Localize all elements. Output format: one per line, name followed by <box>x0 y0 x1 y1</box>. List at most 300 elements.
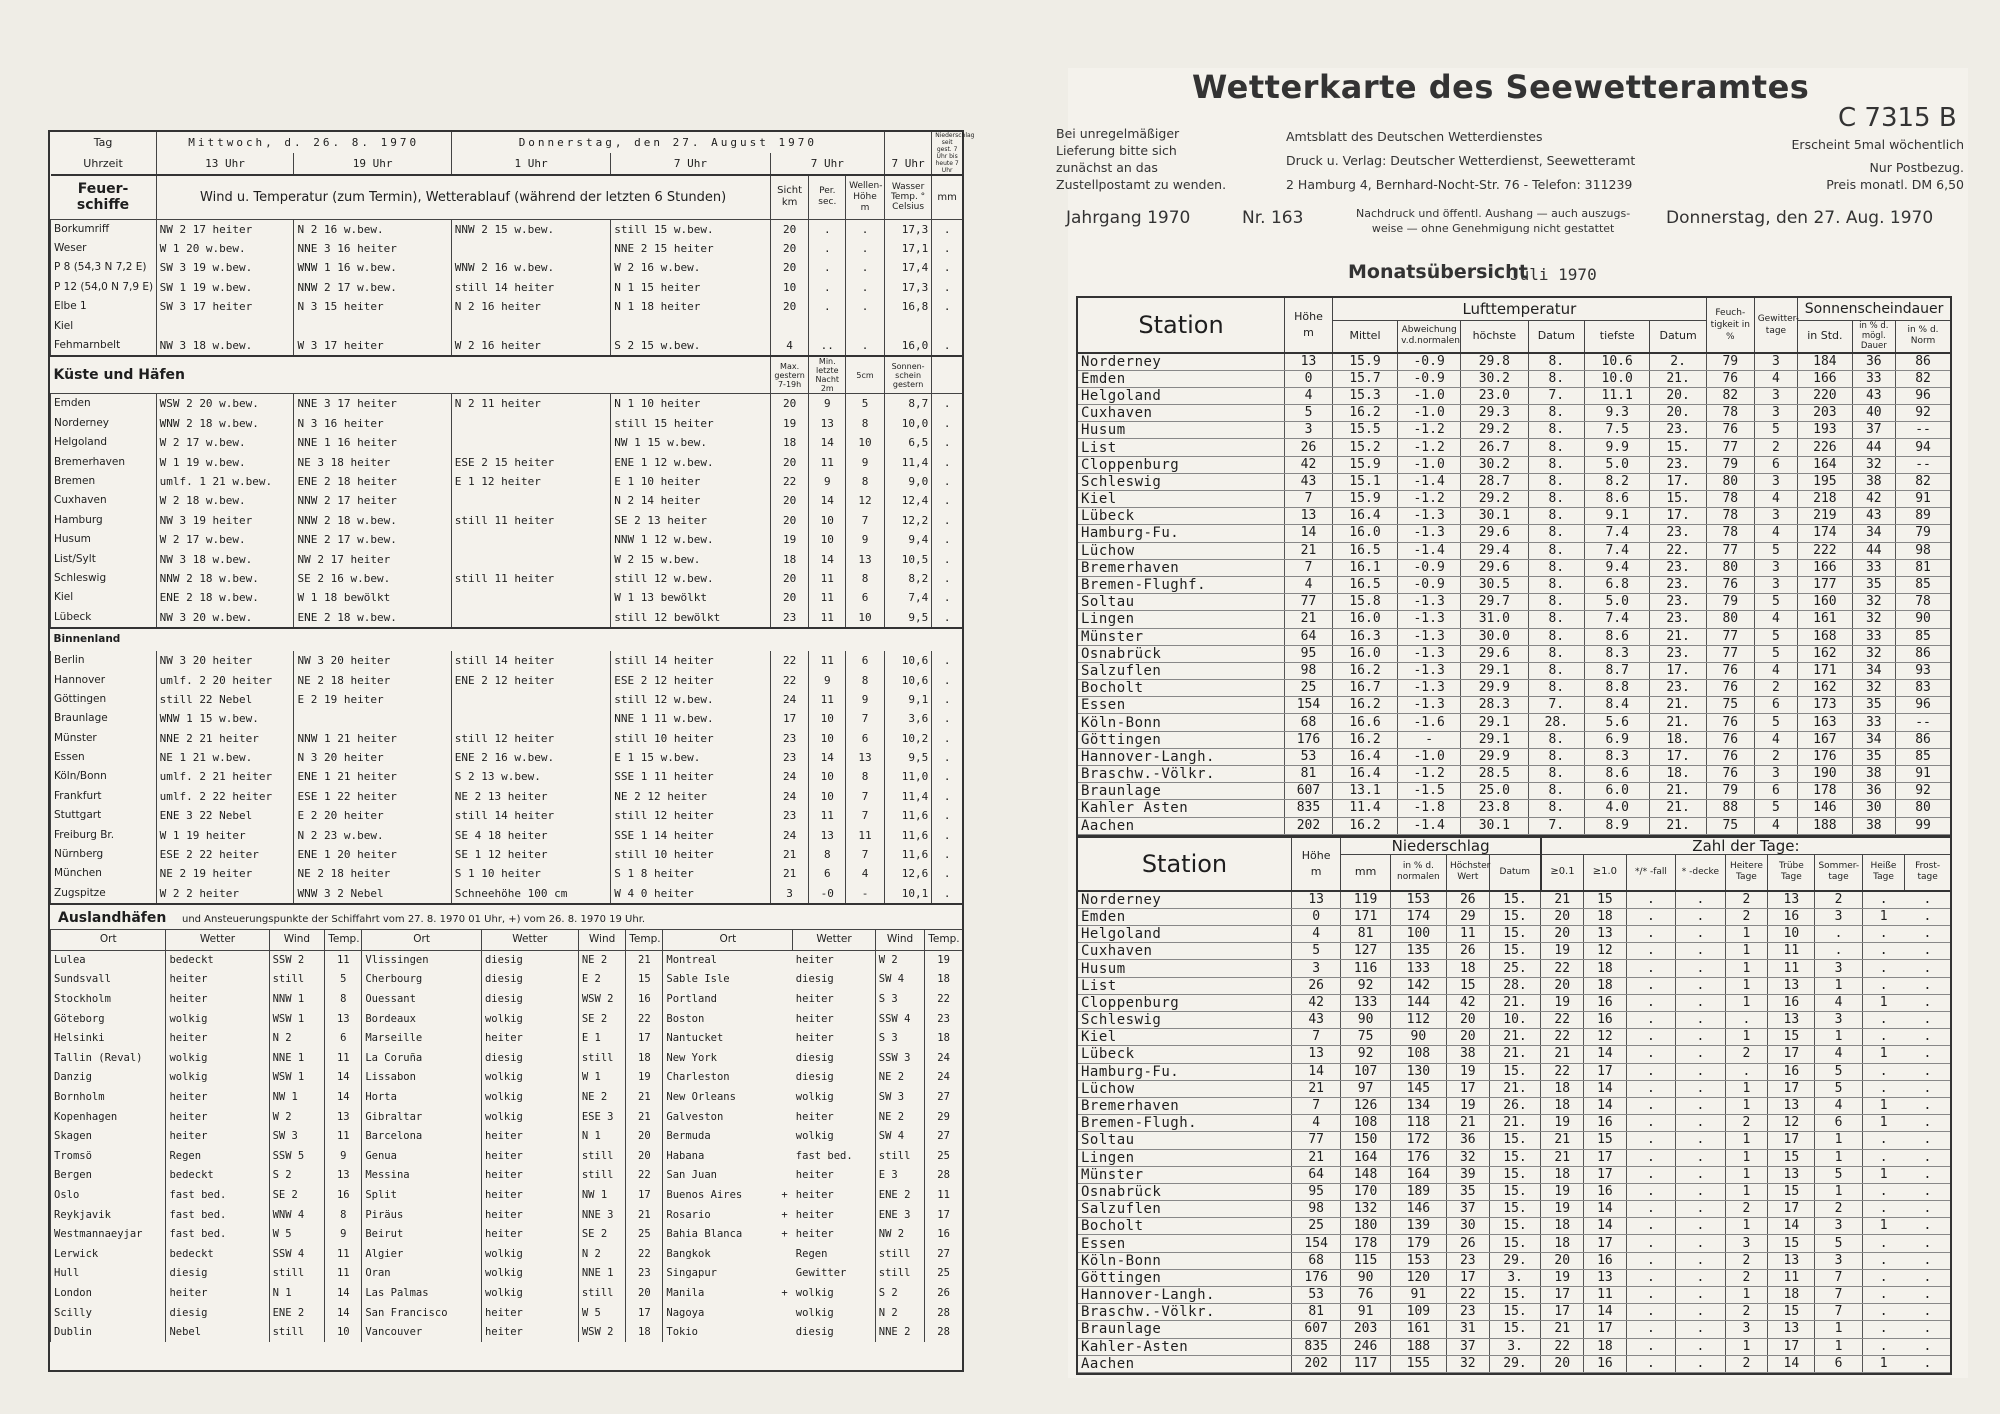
temp-station-cell: -1.0 <box>1398 748 1461 765</box>
ausland-h-wetter: Wetter <box>166 930 269 951</box>
ausland-cell <box>776 1303 793 1323</box>
temp-station-cell: -1.8 <box>1398 800 1461 817</box>
precip-station-cell: . <box>1626 1080 1675 1097</box>
precip-station-cell: 13 <box>1768 1166 1815 1183</box>
precip-station-cell: . <box>1905 1269 1950 1286</box>
precip-station-cell: . <box>1905 1235 1950 1252</box>
binnen-cell: . <box>932 748 962 767</box>
temp-station-cell: 16.2 <box>1332 731 1397 748</box>
precip-station-cell: . <box>1905 960 1950 977</box>
ausland-cell: heiter <box>481 1147 578 1167</box>
precip-station-cell: 180 <box>1341 1218 1390 1235</box>
kueste-cell: 8 <box>846 414 885 433</box>
precip-station-cell: . <box>1676 1115 1725 1132</box>
col-truebe: Trübe Tage <box>1768 855 1815 891</box>
binnen-cell: Köln/Bonn <box>51 767 157 786</box>
feuerschiff-cell: .. <box>809 336 846 356</box>
temp-station-cell: -1.3 <box>1398 680 1461 697</box>
temp-station-row <box>1078 731 1950 748</box>
ausland-cell: 17 <box>626 1303 663 1323</box>
ausland-cell <box>776 1049 793 1069</box>
kueste-cell: 8,7 <box>884 394 931 414</box>
ausland-cell: wolkig <box>166 1068 269 1088</box>
precip-station-cell: 1 <box>1815 1029 1862 1046</box>
temp-station-row <box>1078 508 1950 525</box>
binnen-cell: 12,6 <box>884 864 931 883</box>
ausland-cell: bedeckt <box>166 1166 269 1186</box>
precip-station-cell: . <box>1676 1149 1725 1166</box>
ausland-cell: 10 <box>325 1323 362 1343</box>
ausland-row <box>51 1284 963 1304</box>
binnen-cell: WNW 3 2 Nebel <box>294 884 451 903</box>
precip-station-cell: 16 <box>1584 994 1627 1011</box>
binnen-cell: . <box>932 651 962 670</box>
kueste-row <box>51 511 963 530</box>
precip-station-cell: 15. <box>1489 926 1541 943</box>
niederschlag-label: Niederschlag seit gest. 7 Uhr bis heute 7 Uhr <box>935 132 975 174</box>
temp-station-cell: 8. <box>1528 370 1585 387</box>
kueste-cell: 10 <box>809 511 846 530</box>
precip-station-cell: 30 <box>1446 1218 1489 1235</box>
binnen-cell: 10 <box>809 767 846 786</box>
temp-station-cell: 195 <box>1798 473 1852 490</box>
temp-station-row <box>1078 714 1950 731</box>
precip-station-cell: . <box>1626 1304 1675 1321</box>
ausland-cell: 24 <box>925 1068 962 1088</box>
ausland-cell: E 2 <box>578 970 625 990</box>
temp-station-cell: 8.7 <box>1585 662 1650 679</box>
ausland-cell <box>776 1009 793 1029</box>
precip-station-cell: Husum <box>1078 960 1291 977</box>
kueste-cell <box>451 608 610 628</box>
temp-station-row <box>1078 559 1950 576</box>
ausland-row <box>51 1147 963 1167</box>
precip-station-cell: 14 <box>1768 1355 1815 1372</box>
ausland-cell: wolkig <box>481 1107 578 1127</box>
binnen-cell: NNE 1 11 w.bew. <box>611 709 770 728</box>
precip-station-cell: 16 <box>1768 1063 1815 1080</box>
precip-station-cell: 5 <box>1291 943 1340 960</box>
precip-station-cell: 7 <box>1291 1097 1340 1114</box>
ausland-cell: 14 <box>325 1068 362 1088</box>
temp-station-cell: 82 <box>1706 387 1754 404</box>
ausland-cell: fast bed. <box>795 1149 853 1162</box>
jahrgang: Jahrgang 1970 <box>1066 208 1191 228</box>
ausland-cell: fast bed. <box>166 1186 269 1206</box>
temp-station-cell: -- <box>1896 456 1950 473</box>
precip-station-cell: 607 <box>1291 1321 1340 1338</box>
precip-station-cell: 16 <box>1584 1115 1627 1132</box>
ausland-cell: Hull <box>51 1264 166 1284</box>
precip-station-cell: 29. <box>1489 1355 1541 1372</box>
precip-station-cell: . <box>1905 1338 1950 1355</box>
monats-title: Monatsübersicht <box>1348 261 1528 283</box>
precip-station-cell: 14 <box>1584 1080 1627 1097</box>
precip-station-cell: . <box>1905 1115 1950 1132</box>
temp-station-cell: 85 <box>1896 748 1950 765</box>
precip-station-cell: 100 <box>1390 926 1446 943</box>
precip-station-cell: 171 <box>1341 908 1390 925</box>
kueste-cell: N 3 16 heiter <box>294 414 451 433</box>
temp-station-cell: 220 <box>1798 387 1852 404</box>
precip-station-cell: 14 <box>1584 1304 1627 1321</box>
temp-station-cell: 8. <box>1528 508 1585 525</box>
ausland-cell: 26 <box>925 1284 962 1304</box>
precip-station-row <box>1078 1252 1950 1269</box>
ausland-cell: diesig <box>481 950 578 970</box>
binnen-cell: NW 3 20 heiter <box>294 651 451 670</box>
precip-station-row <box>1078 1355 1950 1372</box>
binnen-cell: still 12 heiter <box>611 806 770 825</box>
right-page <box>1056 68 1968 1378</box>
precip-station-cell: . <box>1676 1252 1725 1269</box>
temp-station-cell: 33 <box>1852 370 1895 387</box>
ausland-cell: 18 <box>626 1323 663 1343</box>
temp-station-cell: 8.6 <box>1585 628 1650 645</box>
ausland-cell: NE 2 <box>578 1088 625 1108</box>
precip-station-cell: 150 <box>1341 1132 1390 1149</box>
binnen-cell: NE 1 21 w.bew. <box>156 748 294 767</box>
temp-station-row <box>1078 662 1950 679</box>
kueste-cell <box>451 433 610 452</box>
precip-station-row <box>1078 1063 1950 1080</box>
ausland-cell: heiter <box>166 1127 269 1147</box>
temp-station-cell: 77 <box>1706 542 1754 559</box>
temp-station-cell: Helgoland <box>1078 387 1285 404</box>
precip-station-cell: 1 <box>1725 1287 1768 1304</box>
binnen-cell: 8 <box>846 670 885 689</box>
binnen-cell: 10,2 <box>884 728 931 747</box>
col-zahl-tage: Zahl der Tage: <box>1541 838 1950 855</box>
temp-station-cell: 4 <box>1754 731 1797 748</box>
kueste-cell: 20 <box>770 491 809 510</box>
binnen-cell: S 1 10 heiter <box>451 864 610 883</box>
kueste-cell: . <box>932 433 962 452</box>
temp-station-cell: Salzuflen <box>1078 662 1285 679</box>
precip-station-cell: . <box>1676 994 1725 1011</box>
precip-station-cell: 1 <box>1815 1132 1862 1149</box>
precip-station-cell: 3 <box>1815 1252 1862 1269</box>
ausland-cell: Barcelona <box>362 1127 482 1147</box>
feuerschiff-cell: . <box>846 219 885 239</box>
ausland-cell: N 2 <box>269 1029 325 1049</box>
binnen-cell: 13 <box>809 825 846 844</box>
temp-station-cell: 29.2 <box>1461 491 1528 508</box>
precip-station-cell: 108 <box>1390 1046 1446 1063</box>
ausland-cell: + <box>781 1286 788 1299</box>
precip-station-row <box>1078 1338 1950 1355</box>
ausland-cell: SSW 3 <box>875 1049 924 1069</box>
temp-station-cell: 35 <box>1852 576 1895 593</box>
temp-station-cell: 42 <box>1285 456 1333 473</box>
temp-station-cell: -0.9 <box>1398 353 1461 371</box>
ausland-cell: 29 <box>925 1107 962 1127</box>
precip-station-cell: . <box>1626 891 1675 909</box>
precip-station-cell: 42 <box>1291 994 1340 1011</box>
precip-station-cell: 189 <box>1390 1183 1446 1200</box>
sicht-label: Sicht km <box>770 175 809 219</box>
precip-station-cell: 118 <box>1390 1115 1446 1132</box>
temp-station-cell: 16.1 <box>1332 559 1397 576</box>
ausland-cell: Skagen <box>51 1127 166 1147</box>
precip-station-cell: 14 <box>1291 1063 1340 1080</box>
ausland-cell: heiter <box>795 1012 834 1025</box>
temp-station-cell: 76 <box>1706 370 1754 387</box>
binnen-cell: 11 <box>809 806 846 825</box>
temp-station-cell: 9.3 <box>1585 405 1650 422</box>
kueste-cell: 10 <box>846 433 885 452</box>
precip-station-cell: . <box>1676 1269 1725 1286</box>
ausland-cell: 28 <box>925 1323 962 1343</box>
ausland-h-wetter-2: Wetter <box>481 930 578 951</box>
precip-station-cell: Schleswig <box>1078 1012 1291 1029</box>
binnen-cell <box>451 709 610 728</box>
uhrzeit-label: Uhrzeit <box>51 153 157 175</box>
temp-station-cell: 178 <box>1798 783 1852 800</box>
kueste-row <box>51 394 963 414</box>
precip-station-cell: 112 <box>1390 1012 1446 1029</box>
precip-station-cell: . <box>1862 1287 1905 1304</box>
temp-station-cell: 163 <box>1798 714 1852 731</box>
precip-station-cell: 20 <box>1541 1252 1584 1269</box>
temp-station-cell: 82 <box>1896 473 1950 490</box>
ausland-cell: La Coruña <box>362 1049 482 1069</box>
temp-station-cell: 146 <box>1798 800 1852 817</box>
temp-station-cell: 23. <box>1650 525 1707 542</box>
precip-station-cell: 39 <box>1446 1166 1489 1183</box>
binnen-cell: 8 <box>846 767 885 786</box>
temp-station-cell: Kahler Asten <box>1078 800 1285 817</box>
ausland-cell: NNW 1 <box>269 990 325 1010</box>
temp-station-cell: Hamburg-Fu. <box>1078 525 1285 542</box>
precip-station-cell: 90 <box>1341 1012 1390 1029</box>
ausland-cell: still <box>269 970 325 990</box>
precip-station-cell: . <box>1905 1029 1950 1046</box>
temp-station-cell: Göttingen <box>1078 731 1285 748</box>
feuerschiff-cell: Weser <box>51 239 157 258</box>
precip-station-cell: . <box>1676 1304 1725 1321</box>
temp-station-cell: 30.1 <box>1461 817 1528 834</box>
ausland-cell: ENE 2 <box>269 1303 325 1323</box>
precip-station-cell: . <box>1905 943 1950 960</box>
precip-station-cell: . <box>1676 943 1725 960</box>
kueste-cell: E 1 10 heiter <box>611 472 770 491</box>
precip-station-row <box>1078 1304 1950 1321</box>
ausland-section <box>50 903 962 1342</box>
ausland-cell: Habana <box>663 1147 776 1167</box>
temp-station-cell: 154 <box>1285 697 1333 714</box>
temp-station-row <box>1078 800 1950 817</box>
ausland-h-temp-2: Temp. <box>626 930 663 951</box>
temp-station-cell: 23. <box>1650 559 1707 576</box>
col-nied-01: ≥0.1 <box>1541 855 1584 891</box>
binnen-cell: NNE 2 21 heiter <box>156 728 294 747</box>
binnen-cell: . <box>932 690 962 709</box>
precip-station-cell: 3. <box>1489 1338 1541 1355</box>
binnen-cell: ENE 2 12 heiter <box>451 670 610 689</box>
precip-station-cell: . <box>1626 977 1675 994</box>
feuerschiff-cell: 17,3 <box>884 278 931 297</box>
temp-station-cell: -- <box>1896 714 1950 731</box>
binnen-cell: 11,0 <box>884 767 931 786</box>
binnen-cell: still 12 w.bew. <box>611 690 770 709</box>
precip-station-cell: 4 <box>1815 994 1862 1011</box>
precip-station-cell: Helgoland <box>1078 926 1291 943</box>
precip-station-cell: 21. <box>1489 1080 1541 1097</box>
precip-station-cell: Lübeck <box>1078 1046 1291 1063</box>
temp-station-cell: -1.0 <box>1398 405 1461 422</box>
kueste-cell: Norderney <box>51 414 157 433</box>
temp-station-cell: Lingen <box>1078 611 1285 628</box>
ausland-cell <box>776 1029 793 1049</box>
feuerschiff-cell: W 3 17 heiter <box>294 336 451 356</box>
precip-station-cell: . <box>1676 1046 1725 1063</box>
binnen-row <box>51 690 963 709</box>
binnen-cell: 8 <box>809 845 846 864</box>
ausland-cell: New Orleans <box>663 1088 776 1108</box>
temp-station-cell: 79 <box>1706 783 1754 800</box>
precip-station-cell: 1 <box>1862 994 1905 1011</box>
ausland-cell: Beirut <box>362 1225 482 1245</box>
binnen-cell: ESE 2 22 heiter <box>156 845 294 864</box>
precip-station-cell: 14 <box>1584 1097 1627 1114</box>
kueste-row <box>51 588 963 607</box>
binnen-row <box>51 825 963 844</box>
binnen-cell: 10,6 <box>884 670 931 689</box>
feuerschiff-cell: . <box>932 336 962 356</box>
kueste-row <box>51 608 963 628</box>
precip-station-cell: 116 <box>1341 960 1390 977</box>
precip-station-row <box>1078 1046 1950 1063</box>
binnen-cell: NW 3 20 heiter <box>156 651 294 670</box>
kueste-cell: Lübeck <box>51 608 157 628</box>
precip-station-cell: 11 <box>1768 1269 1815 1286</box>
precip-station-cell: . <box>1626 1287 1675 1304</box>
precip-station-cell: 38 <box>1446 1046 1489 1063</box>
precip-station-cell: List <box>1078 977 1291 994</box>
precip-station-row <box>1078 994 1950 1011</box>
feuerschiff-cell: N 2 16 heiter <box>451 297 610 316</box>
temp-station-cell: 77 <box>1706 439 1754 456</box>
tag-label: Tag <box>51 132 157 153</box>
binnen-row <box>51 651 963 670</box>
precip-station-cell: . <box>1905 1166 1950 1183</box>
col-hoechster: Höchster Wert <box>1446 855 1489 891</box>
precip-station-cell: 10. <box>1489 1012 1541 1029</box>
precip-station-cell: Münster <box>1078 1166 1291 1183</box>
feuerschiff-cell <box>451 239 610 258</box>
temp-station-cell: 16.2 <box>1332 405 1397 422</box>
feuerschiff-cell: S 2 15 w.bew. <box>611 336 770 356</box>
kueste-cell: 14 <box>809 491 846 510</box>
precip-station-cell: . <box>1862 1338 1905 1355</box>
precip-station-cell: 2 <box>1725 1201 1768 1218</box>
precip-station-cell: 1 <box>1725 1338 1768 1355</box>
ausland-cell: Tokio <box>663 1323 776 1343</box>
precip-station-cell: 29 <box>1446 908 1489 925</box>
temp-station-cell: 26 <box>1285 439 1333 456</box>
ausland-cell: New York <box>663 1049 776 1069</box>
binnen-cell: Zugspitze <box>51 884 157 903</box>
col-feucht: Feuch-tigkeit in % <box>1706 298 1754 353</box>
precip-station-cell: Kiel <box>1078 1029 1291 1046</box>
temp-station-cell: 20. <box>1650 405 1707 422</box>
kueste-cell: 10 <box>846 608 885 628</box>
ausland-cell: 18 <box>925 970 962 990</box>
temp-station-cell: 16.6 <box>1332 714 1397 731</box>
sonnen-label: Sonnen-schein gestern <box>884 356 931 394</box>
ausland-cell: 11 <box>325 1264 362 1284</box>
precip-station-cell: 130 <box>1390 1063 1446 1080</box>
ausland-row <box>51 1009 963 1029</box>
ausland-row <box>51 1127 963 1147</box>
temp-station-cell: 3 <box>1754 353 1797 371</box>
temp-station-cell: Braschw.-Völkr. <box>1078 766 1285 783</box>
kueste-cell: W 1 18 bewölkt <box>294 588 451 607</box>
temp-station-cell: 98 <box>1896 542 1950 559</box>
ausland-cell: NNE 1 <box>269 1049 325 1069</box>
precip-station-cell: 3 <box>1291 960 1340 977</box>
binnen-cell: still 12 heiter <box>451 728 610 747</box>
temp-station-cell: 29.3 <box>1461 405 1528 422</box>
precip-station-cell: . <box>1905 1046 1950 1063</box>
ausland-cell: heiter <box>481 1186 578 1206</box>
precip-station-cell: 164 <box>1341 1149 1390 1166</box>
precip-station-cell: . <box>1862 960 1905 977</box>
binnen-cell: . <box>932 670 962 689</box>
temp-station-cell: -1.5 <box>1398 783 1461 800</box>
kueste-cell: 19 <box>770 530 809 549</box>
precip-station-cell: . <box>1676 1338 1725 1355</box>
precip-station-cell: 20 <box>1541 977 1584 994</box>
temp-station-cell: 16.5 <box>1332 542 1397 559</box>
left-page <box>48 130 975 1372</box>
temp-station-cell: 8. <box>1528 456 1585 473</box>
feuerschiff-cell: . <box>809 278 846 297</box>
precip-station-cell: Osnabrück <box>1078 1183 1291 1200</box>
binnen-cell: 11,6 <box>884 845 931 864</box>
wind-temp-label: Wind u. Temperatur (zum Termin), Wetterablauf (während der letzten 6 Stunden) <box>156 175 770 219</box>
ausland-cell: SE 2 <box>269 1186 325 1206</box>
temp-station-cell: 6 <box>1754 783 1797 800</box>
precip-station-cell: 15 <box>1768 1304 1815 1321</box>
ausland-cell: Dublin <box>51 1323 166 1343</box>
precip-station-cell: 202 <box>1291 1355 1340 1372</box>
temp-station-row <box>1078 628 1950 645</box>
ausland-cell: still <box>875 1147 924 1167</box>
ausland-cell: still <box>269 1323 325 1343</box>
precip-station-cell: 20 <box>1541 926 1584 943</box>
ausland-cell: 21 <box>626 1088 663 1108</box>
temp-station-row <box>1078 576 1950 593</box>
precip-station-cell: . <box>1676 891 1725 909</box>
binnen-cell: 7 <box>846 709 885 728</box>
precip-station-cell: 13 <box>1768 1321 1815 1338</box>
temp-station-cell: Osnabrück <box>1078 645 1285 662</box>
precip-station-cell: 20 <box>1446 1029 1489 1046</box>
precip-station-row <box>1078 1029 1950 1046</box>
temp-station-cell: 79 <box>1896 525 1950 542</box>
ausland-cell: 19 <box>925 950 962 970</box>
temp-station-cell: 33 <box>1852 714 1895 731</box>
ausland-cell: wolkig <box>795 1286 834 1299</box>
ausland-cell: 17 <box>626 1029 663 1049</box>
temp-station-row <box>1078 456 1950 473</box>
ausland-cell: Nebel <box>166 1323 269 1343</box>
precip-station-cell: 2 <box>1815 891 1862 909</box>
kueste-cell: 11 <box>809 588 846 607</box>
temp-station-cell: 18. <box>1650 766 1707 783</box>
